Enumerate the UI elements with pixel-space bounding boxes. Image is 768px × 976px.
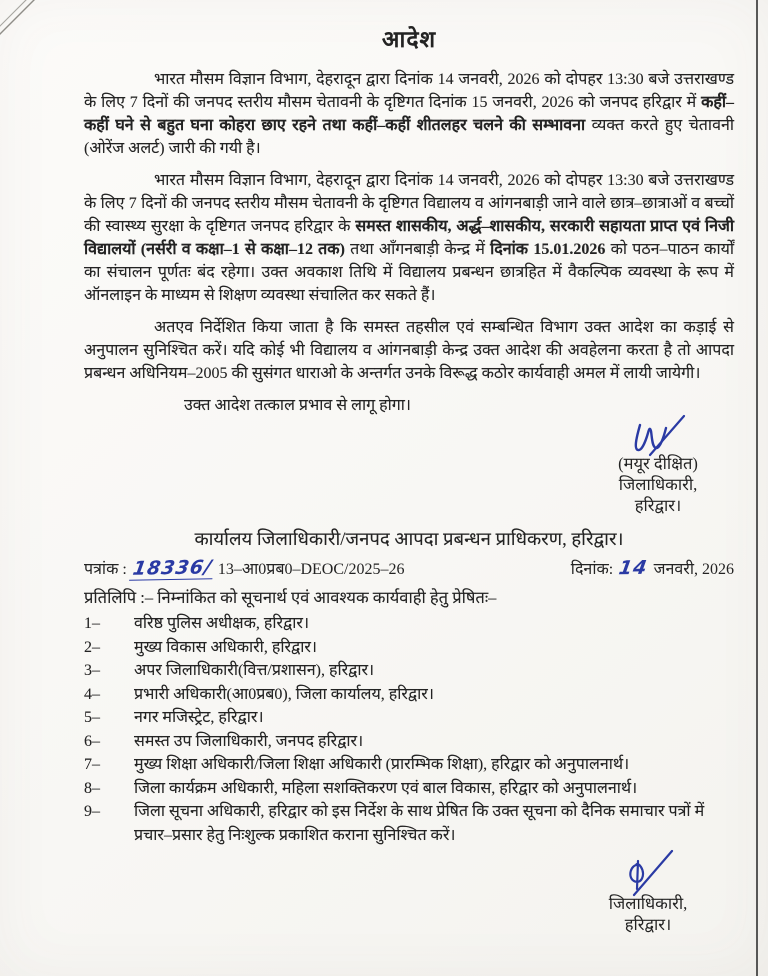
distribution-item-number: 3–: [84, 662, 100, 679]
distribution-item-number: 5–: [84, 709, 100, 726]
scan-edge-line: [756, 0, 758, 976]
distribution-item-text: नगर मजिस्ट्रेट, हरिद्वार।: [134, 709, 264, 726]
date-printed: जनवरी, 2026: [653, 561, 734, 578]
distribution-item: [84, 612, 734, 636]
distribution-item-text: जिला कार्यक्रम अधिकारी, महिला सशक्तिकरण एवं बाल विकास, हरिद्वार को अनुपालनार्थ।: [134, 779, 638, 797]
distribution-item-text: समस्त उप जिलाधिकारी, जनपद हरिद्वार।: [134, 732, 364, 750]
distribution-item-number: 1–: [84, 615, 100, 632]
reference-number-handwritten: 18336/: [129, 556, 216, 580]
distribution-item-number: 7–: [84, 756, 100, 773]
reference-date: [571, 557, 734, 579]
distribution-list: [84, 612, 734, 847]
signatory-place: हरिद्वार।: [624, 915, 672, 934]
reference-label: पत्रांक :: [84, 561, 127, 578]
distribution-item-number: 6–: [84, 732, 100, 750]
distribution-item: [84, 800, 734, 847]
distribution-item-text: वरिष्ठ पुलिस अधीक्षक, हरिद्वार।: [134, 615, 310, 632]
signatory-designation: जिलाधिकारी,: [618, 475, 698, 494]
date-handwritten: 14: [617, 556, 650, 580]
distribution-item: [84, 706, 734, 730]
distribution-item: [84, 753, 734, 777]
distribution-heading: प्रतिलिपि :– निम्नांकित को सूचनार्थ एवं आवश्यक कार्यवाही हेतु प्रेषितः–: [84, 588, 497, 607]
order-paragraph: भारत मौसम विज्ञान विभाग, देहरादून द्वारा दिनांक 14 जनवरी, 2026 को दोपहर 13:30 बजे उत्तराखण्ड के लिए 7 दिनों की जनपद स्तरीय मौसम चेतावनी के दृष्टिगत विद्यालय व आंगनबाड़ी जाने वाले छात्र–छात्राओं व बच्चों की स्वास्थ्य सुरक्षा के दृष्टिगत जनपद हरिद्वार के समस्त शासकीय, अर्द्ध–शासकीय, सरकारी सहायता प्राप्त एवं निजी विद्यालयों (नर्सरी व कक्षा–1 से कक्षा–12 तक) तथा आँगनबाड़ी केन्द्र में दिनांक 15.01.2026 को पठन–पाठन कार्यों का संचालन पूर्णतः बंद रहेगा। उक्त अवकाश तिथि में विद्यालय प्रबन्धन छात्रहित में वैकल्पिक व्यवस्था के रूप में ऑनलाइन के माध्यम से शिक्षण व्यवस्था संचालित कर सकते हैं।: [84, 172, 735, 304]
document-title: आदेश: [381, 27, 437, 52]
date-label: दिनांक:: [570, 561, 614, 578]
reference-number-printed: 13–आ0प्रब0–DEOC/2025–26: [217, 561, 405, 578]
signatory-designation: जिलाधिकारी,: [608, 894, 688, 913]
distribution-item: [84, 636, 734, 660]
signatory-place: हरिद्वार।: [634, 496, 682, 515]
order-paragraph: भारत मौसम विज्ञान विभाग, देहरादून द्वारा दिनांक 14 जनवरी, 2026 को दोपहर 13:30 बजे उत्तराखण्ड के लिए 7 दिनों की जनपद स्तरीय मौसम चेतावनी के दृष्टिगत दिनांक 15 जनवरी, 2026 को जनपद हरिद्वार में कहीं–कहीं घने से बहुत घना कोहरा छाए रहने तथा कहीं–कहीं शीतलहर चलने की सम्भावना व्यक्त करते हुए चेतावनी (ओरेंज अलर्ट) जारी की गयी है।: [84, 71, 734, 157]
distribution-item-number: 4–: [84, 685, 100, 703]
signature-block-bottom: [600, 849, 696, 935]
distribution-item-text: मुख्य शिक्षा अधिकारी/जिला शिक्षा अधिकारी (प्रारम्भिक शिक्षा), हरिद्वार को अनुपालनार्थ।: [134, 756, 630, 773]
order-paragraph: अतएव निर्देशित किया जाता है कि समस्त तहसील एवं सम्बन्धित विभाग उक्त आदेश का कड़ाई से अनुपालन सुनिश्चित करें। यदि कोई भी विद्यालय व आंगनबाड़ी केन्द्र उक्त आदेश की अवहेलना करता है तो आपदा प्रबन्धन अधिनियम–2005 की सुसंगत धाराओ के अन्तर्गत उनके विरूद्ध कठोर कार्यवाही अमल में लायी जायेगी।: [84, 319, 734, 382]
scan-fold-line-icon: [0, 0, 48, 48]
distribution-item: [84, 683, 734, 707]
distribution-item-text: मुख्य विकास अधिकारी, हरिद्वार।: [134, 638, 317, 656]
signature-ink-bottom-icon: [600, 849, 696, 899]
office-heading: कार्यालय जिलाधिकारी/जनपद आपदा प्रबन्धन प्राधिकरण, हरिद्वार।: [194, 530, 624, 550]
distribution-item-text: प्रभारी अधिकारी(आ0प्रब0), जिला कार्यालय, हरिद्वार।: [134, 685, 434, 703]
reference-row: [84, 557, 734, 580]
distribution-item: [84, 777, 734, 801]
distribution-item-text: जिला सूचना अधिकारी, हरिद्वार को इस निर्देश के साथ प्रेषित कि उक्त सूचना को दैनिक समाचार पत्रों में प्रचार–प्रसार हेतु निःशुल्क प्रकाशित कराना सुनिश्चित करें।: [134, 803, 705, 844]
reference-number: [84, 557, 404, 580]
signatory-name: (मयूर दीक्षित): [618, 454, 698, 473]
distribution-item-text: अपर जिलाधिकारी(वित्त/प्रशासन), हरिद्वार।: [134, 662, 375, 679]
distribution-item-number: 8–: [84, 779, 100, 797]
distribution-item: [84, 659, 734, 683]
distribution-item-number: 2–: [84, 638, 100, 656]
order-body-paragraphs: [84, 68, 734, 385]
distribution-item: [84, 730, 734, 754]
closing-line: उक्त आदेश तत्काल प्रभाव से लागू होगा।: [184, 397, 411, 414]
distribution-item-number: 9–: [84, 803, 100, 820]
signature-block-top: [610, 413, 706, 516]
